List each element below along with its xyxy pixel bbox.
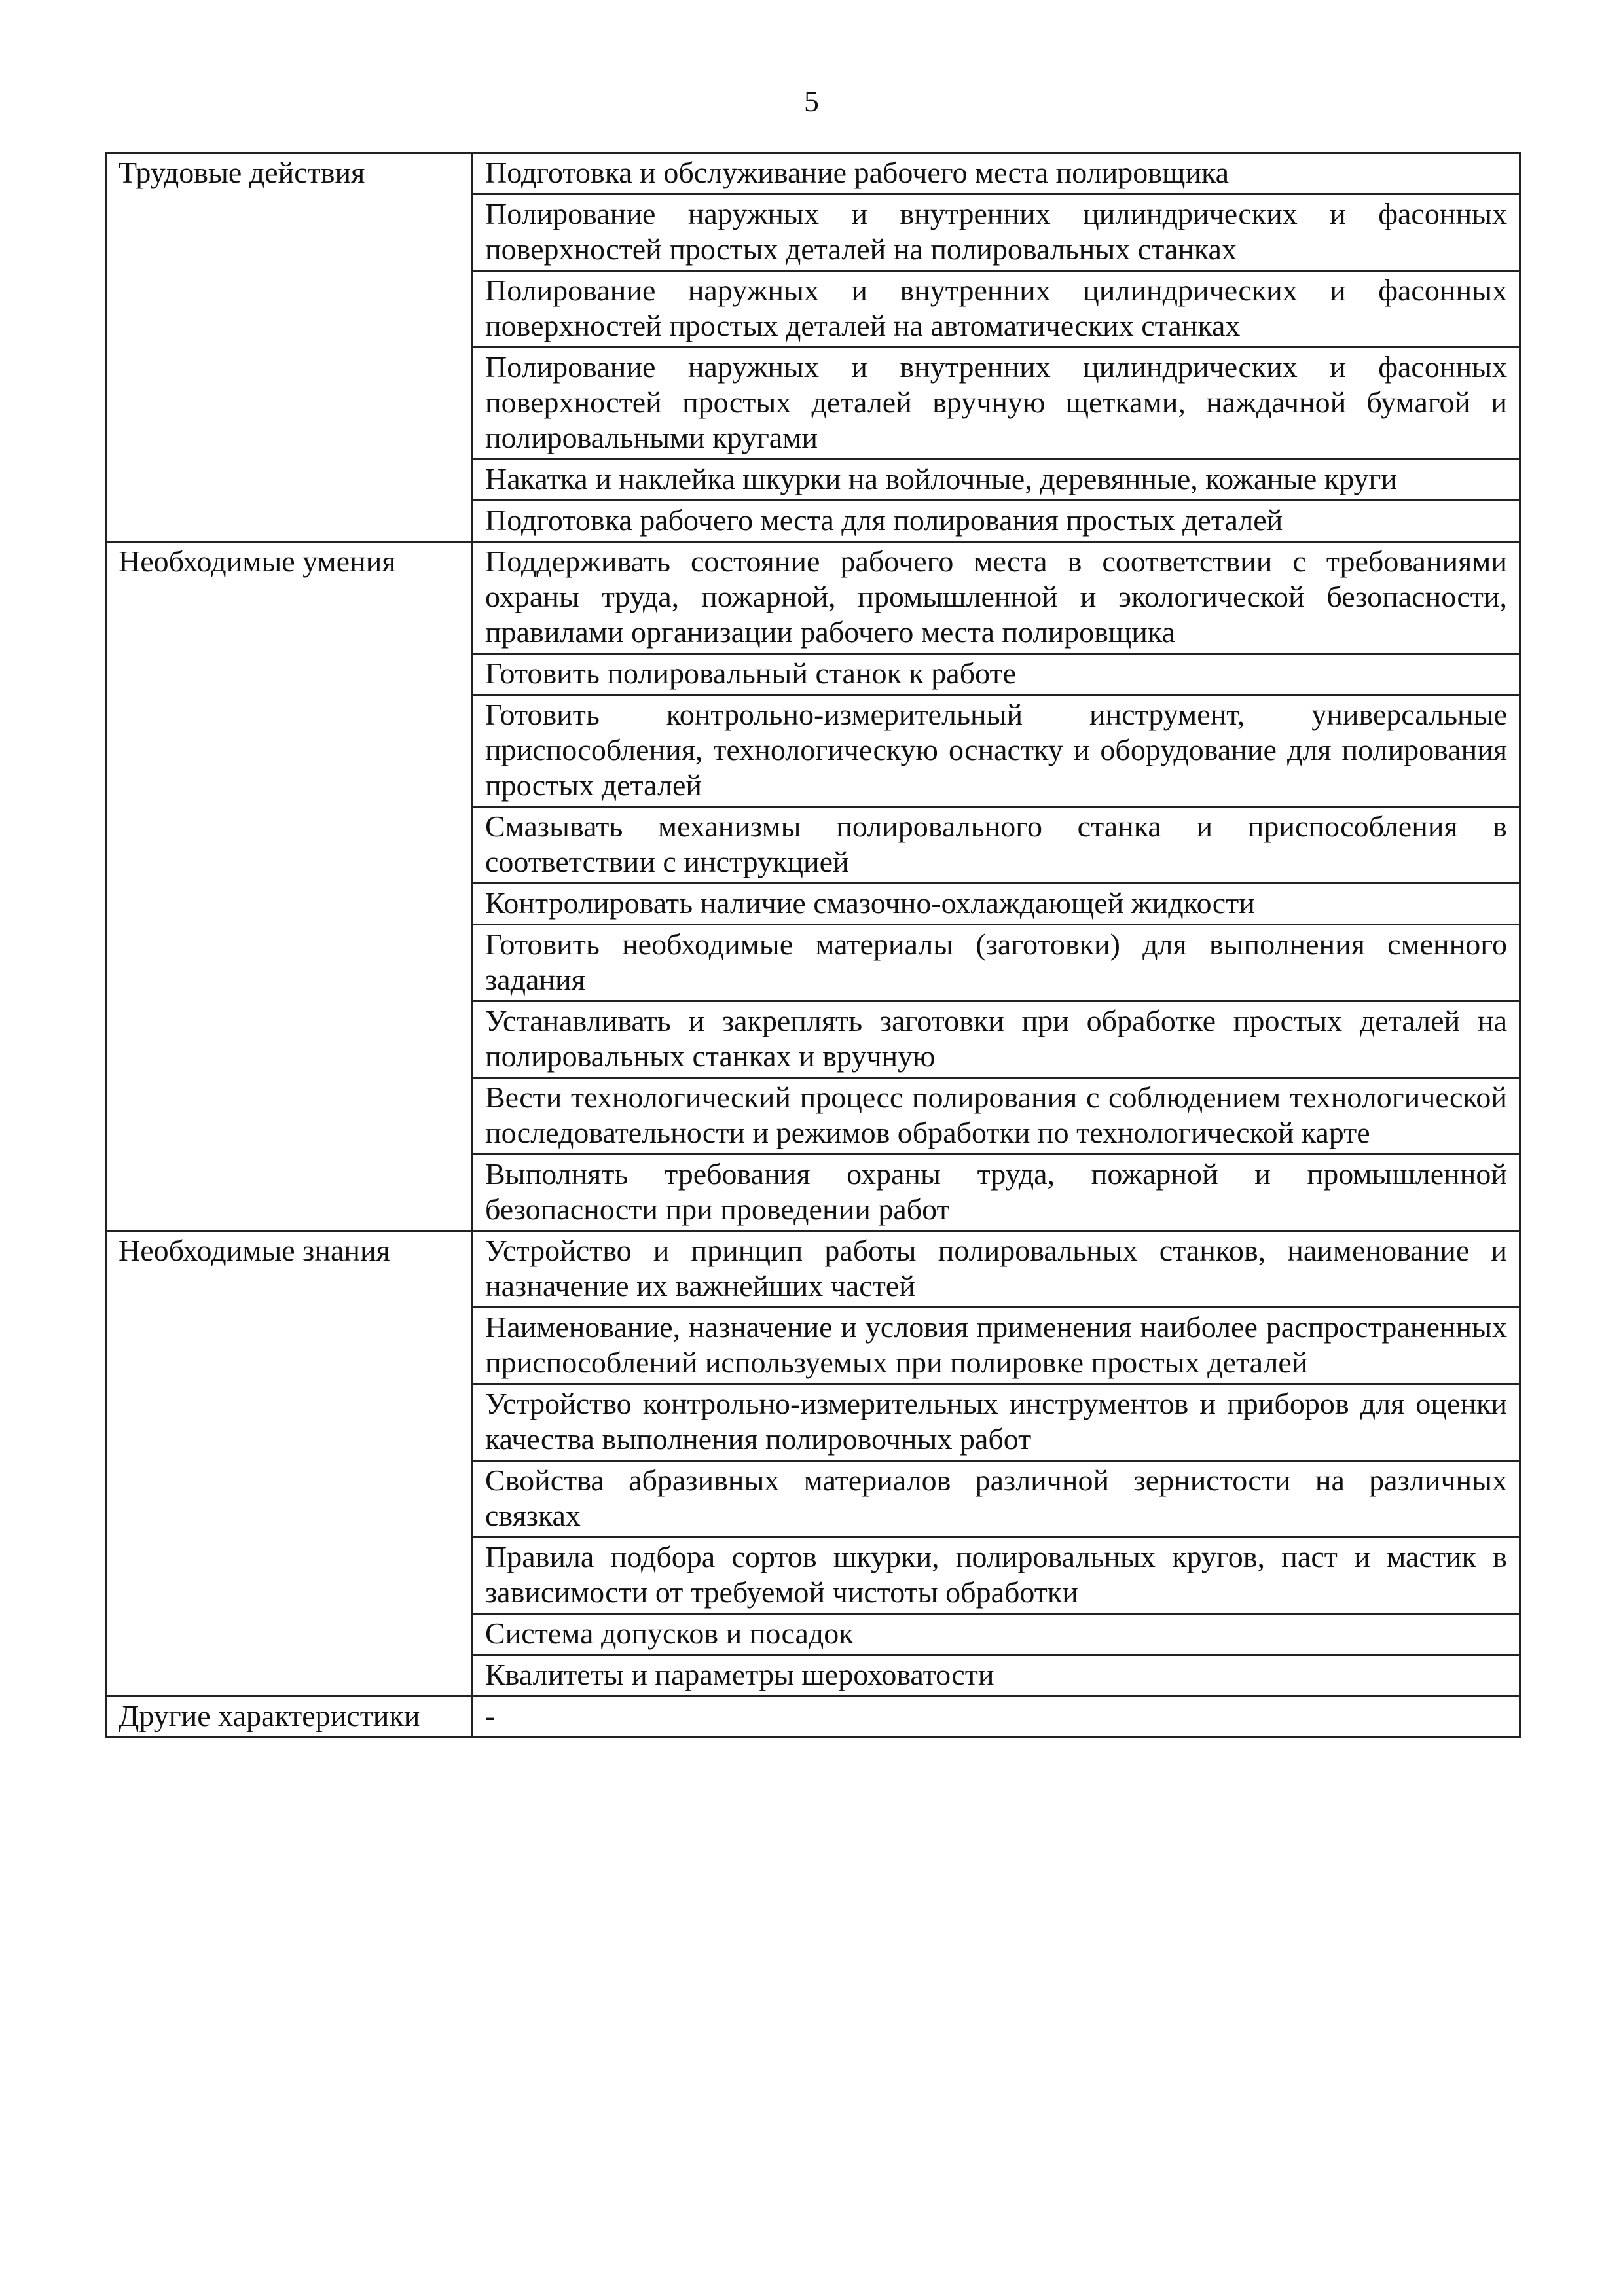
skill-item: Контролировать наличие смазочно-охлаждающей жидкости (473, 884, 1520, 925)
knowledge-item: Устройство и принцип работы полировальных станков, наименование и назначение их важнейших частей (473, 1231, 1520, 1308)
other-characteristic-item: - (473, 1696, 1520, 1738)
table-row (106, 1696, 1520, 1738)
section-label-other-characteristics: Другие характеристики (106, 1696, 473, 1738)
knowledge-item: Правила подбора сортов шкурки, полировальных кругов, паст и мастик в зависимости от требуемой чистоты обработки (473, 1537, 1520, 1614)
skill-item: Выполнять требования охраны труда, пожарной и промышленной безопасности при проведении работ (473, 1155, 1520, 1231)
section-label-required-skills: Необходимые умения (106, 542, 473, 1231)
competency-table (105, 152, 1521, 1738)
knowledge-item: Свойства абразивных материалов различной зернистости на различных связках (473, 1461, 1520, 1537)
skill-item: Смазывать механизмы полировального станка и приспособления в соответствии с инструкцией (473, 807, 1520, 884)
labor-action-item: Полирование наружных и внутренних цилиндрических и фасонных поверхностей простых деталей на полировальных станках (473, 194, 1520, 271)
labor-action-item: Полирование наружных и внутренних цилиндрических и фасонных поверхностей простых деталей на автоматических станках (473, 271, 1520, 348)
skill-item: Поддерживать состояние рабочего места в соответствии с требованиями охраны труда, пожарной, промышленной и экологической безопасности, правилами организации рабочего места полировщика (473, 542, 1520, 654)
page-number: 5 (804, 84, 819, 118)
labor-action-item: Полирование наружных и внутренних цилиндрических и фасонных поверхностей простых деталей вручную щетками, наждачной бумагой и полировальными кругами (473, 348, 1520, 459)
skill-item: Готовить необходимые материалы (заготовки) для выполнения сменного задания (473, 925, 1520, 1001)
knowledge-item: Система допусков и посадок (473, 1614, 1520, 1655)
section-label-required-knowledge: Необходимые знания (106, 1231, 473, 1696)
labor-action-item: Подготовка рабочего места для полирования простых деталей (473, 501, 1520, 542)
knowledge-item: Наименование, назначение и условия применения наиболее распространенных приспособлений используемых при полировке простых деталей (473, 1308, 1520, 1384)
table-row (106, 1231, 1520, 1308)
knowledge-item: Устройство контрольно-измерительных инструментов и приборов для оценки качества выполнения полировочных работ (473, 1384, 1520, 1461)
table-row (106, 153, 1520, 194)
skill-item: Вести технологический процесс полирования с соблюдением технологической последовательности и режимов обработки по технологической карте (473, 1078, 1520, 1155)
skill-item: Устанавливать и закреплять заготовки при обработке простых деталей на полировальных станках и вручную (473, 1001, 1520, 1078)
table-row (106, 542, 1520, 654)
section-label-labor-actions: Трудовые действия (106, 153, 473, 542)
labor-action-item: Накатка и наклейка шкурки на войлочные, деревянные, кожаные круги (473, 459, 1520, 501)
skill-item: Готовить контрольно-измерительный инструмент, универсальные приспособления, технологическую оснастку и оборудование для полирования простых деталей (473, 695, 1520, 807)
skill-item: Готовить полировальный станок к работе (473, 654, 1520, 695)
labor-action-item: Подготовка и обслуживание рабочего места полировщика (473, 153, 1520, 194)
knowledge-item: Квалитеты и параметры шероховатости (473, 1655, 1520, 1696)
